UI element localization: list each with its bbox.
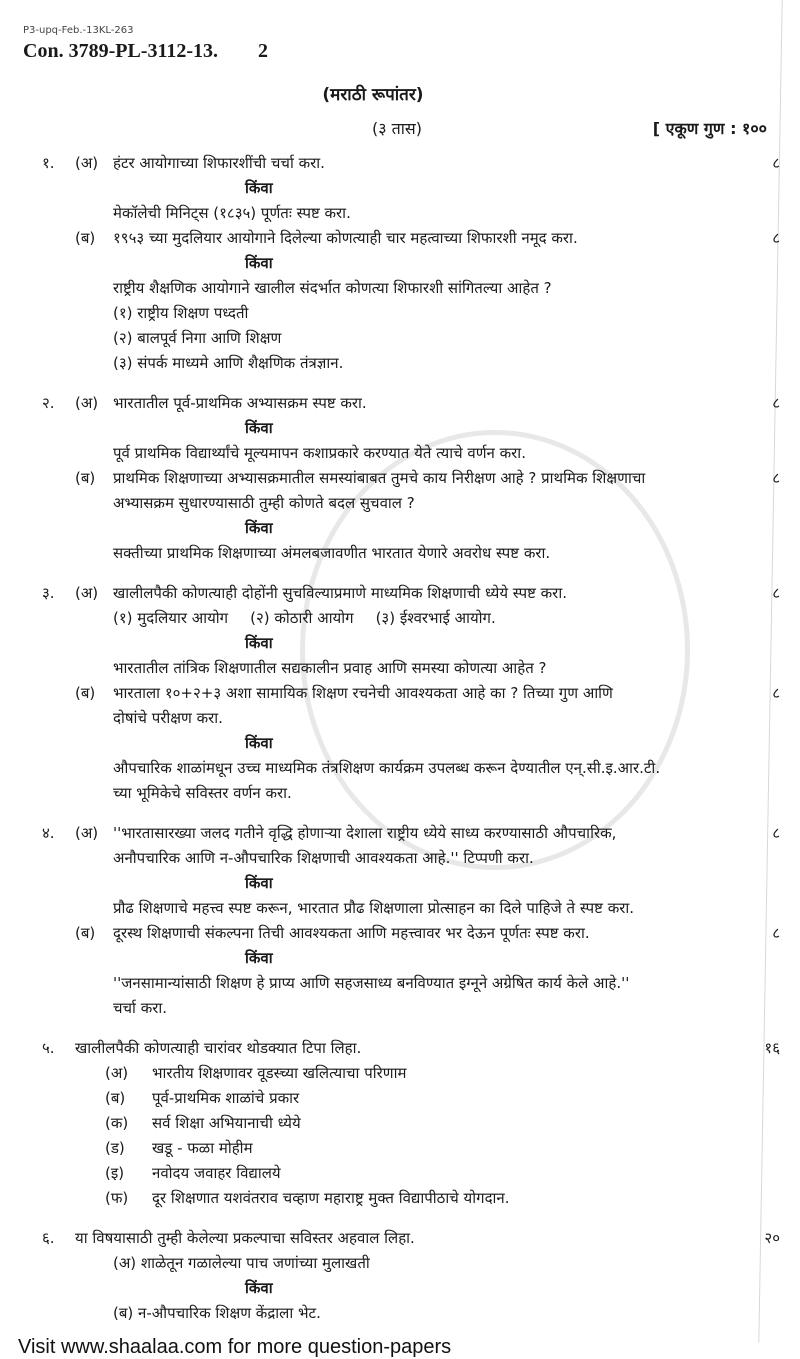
marks: ८: [772, 469, 780, 487]
subquestion-label: (अ): [75, 584, 99, 602]
list-item-label: (क): [105, 1114, 129, 1132]
list-item-label: (इ): [105, 1164, 125, 1182]
or-label: किंवा: [245, 634, 273, 652]
list-item-label: (अ): [105, 1064, 129, 1082]
document-title: (मराठी रूपांतर): [322, 85, 424, 105]
question-text: १९५३ च्या मुदलियार आयोगाने दिलेल्या कोणत्याही चार महत्वाच्या शिफारशी नमूद करा.: [113, 229, 578, 247]
question-text: ''भारतासारख्या जलद गतीने वृद्धि होणाऱ्या देशाला राष्ट्रीय ध्येये साध्य करण्यासाठी औपचारिक,: [113, 824, 617, 842]
subquestion-label: (ब): [75, 469, 96, 487]
question-number: ६.: [42, 1229, 55, 1247]
duration: (३ तास): [372, 119, 422, 138]
list-item: (३) संपर्क माध्यमे आणि शैक्षणिक तंत्रज्ञान.: [113, 354, 344, 372]
questions: [42, 153, 782, 1328]
list-item: दूर शिक्षणात यशवंतराव चव्हाण महाराष्ट्र मुक्त विद्यापीठाचे योगदान.: [152, 1189, 510, 1207]
question-text: हंटर आयोगाच्या शिफारशींची चर्चा करा.: [113, 154, 325, 172]
list-item-label: (फ): [105, 1189, 129, 1207]
marks: ८: [772, 394, 780, 412]
question-text: पूर्व प्राथमिक विद्यार्थ्यांचे मूल्यमापन कशाप्रकारे करण्यात येते त्याचे वर्णन करा.: [113, 444, 526, 462]
list-item: (अ) शाळेतून गळालेल्या पाच जणांच्या मुलाखती: [113, 1254, 370, 1272]
question-number: २.: [42, 394, 55, 412]
question-number: १.: [42, 154, 55, 172]
question-text: औपचारिक शाळांमधून उच्च माध्यमिक तंत्रशिक्षण कार्यक्रम उपलब्ध करून देण्यातील एन्.सी.इ.आर.टी.: [113, 759, 661, 777]
marks: ८: [772, 229, 780, 247]
list-item: नवोदय जवाहर विद्यालये: [152, 1164, 281, 1182]
question-text: भारताला १०+२+३ अशा सामायिक शिक्षण रचनेची आवश्यकता आहे का ? तिच्या गुण आणि: [113, 684, 613, 702]
question-text: दोषांचे परीक्षण करा.: [113, 709, 223, 727]
list-item: (३) ईश्वरभाई आयोग.: [375, 609, 496, 627]
list-item: (२) कोठारी आयोग: [250, 609, 354, 627]
list-item: भारतीय शिक्षणावर वूडस्च्या खलित्याचा परिणाम: [152, 1064, 407, 1082]
or-label: किंवा: [245, 1279, 273, 1297]
question-number: ३.: [42, 584, 55, 602]
list-item: (ब) न-औपचारिक शिक्षण केंद्राला भेट.: [113, 1304, 321, 1322]
or-label: किंवा: [245, 949, 273, 967]
question-text: या विषयासाठी तुम्ही केलेल्या प्रकल्पाचा सविस्तर अहवाल लिहा.: [75, 1229, 415, 1247]
list-item: पूर्व-प्राथमिक शाळांचे प्रकार: [152, 1089, 300, 1107]
or-label: किंवा: [245, 179, 273, 197]
question-text: अभ्यासक्रम सुधारण्यासाठी तुम्ही कोणते बदल सुचवाल ?: [113, 494, 415, 512]
list-item: (१) राष्ट्रीय शिक्षण पध्दती: [113, 304, 249, 322]
subquestion-label: (अ): [75, 394, 99, 412]
or-label: किंवा: [245, 874, 273, 892]
question-text: भारतातील पूर्व-प्राथमिक अभ्यासक्रम स्पष्ट करा.: [113, 394, 367, 412]
question-text: मेकॉलेची मिनिट्स (१८३५) पूर्णतः स्पष्ट करा.: [113, 204, 351, 222]
or-label: किंवा: [245, 519, 273, 537]
duration-row: [23, 118, 767, 140]
con-row: [23, 38, 783, 64]
marks: १६: [764, 1039, 780, 1057]
question-text: ''जनसामान्यांसाठी शिक्षण हे प्राप्य आणि सहजसाध्य बनविण्यात इग्नूने अग्रेषित कार्य केले आहे.'': [113, 974, 630, 992]
list-item-label: (ब): [105, 1089, 126, 1107]
or-label: किंवा: [245, 254, 273, 272]
subquestion-label: (ब): [75, 924, 96, 942]
question-text: च्या भूमिकेचे सविस्तर वर्णन करा.: [113, 784, 292, 802]
question-text: सक्तीच्या प्राथमिक शिक्षणाच्या अंमलबजावणीत भारतात येणारे अवरोध स्पष्ट करा.: [113, 544, 551, 562]
marks: ८: [772, 154, 780, 172]
marks: ८: [772, 584, 780, 602]
question-text: प्रौढ शिक्षणाचे महत्त्व स्पष्ट करून, भारतात प्रौढ शिक्षणाला प्रोत्साहन का दिले पाहिजे ते स्पष्ट करा.: [113, 899, 635, 917]
list-item: (२) बालपूर्व निगा आणि शिक्षण: [113, 329, 282, 347]
question-text: खालीलपैकी कोणत्याही चारांवर थोडक्यात टिपा लिहा.: [75, 1039, 362, 1057]
subquestion-label: (अ): [75, 154, 99, 172]
commission-list: [113, 608, 745, 628]
marks: ८: [772, 924, 780, 942]
subquestion-label: (ब): [75, 684, 96, 702]
question-number: ५.: [42, 1039, 55, 1057]
marks: ८: [772, 684, 780, 702]
marks: २०: [764, 1229, 780, 1247]
list-item: सर्व शिक्षा अभियानाची ध्येये: [152, 1114, 301, 1132]
page-number: 2: [258, 40, 268, 62]
question-text: भारतातील तांत्रिक शिक्षणातील सद्यकालीन प्रवाह आणि समस्या कोणत्या आहेत ?: [113, 659, 547, 677]
list-item-label: (ड): [105, 1139, 125, 1157]
question-text: अनौपचारिक आणि न-औपचारिक शिक्षणाची आवश्यकता आहे.'' टिप्पणी करा.: [113, 849, 534, 867]
paper-code: P3-upq-Feb.-13KL-263: [23, 25, 134, 36]
total-marks: [ एकूण गुण : १००: [652, 119, 767, 138]
subquestion-label: (ब): [75, 229, 96, 247]
footer-link[interactable]: Visit www.shaalaa.com for more question-papers: [18, 1336, 452, 1358]
or-label: किंवा: [245, 419, 273, 437]
or-label: किंवा: [245, 734, 273, 752]
question-text: प्राथमिक शिक्षणाच्या अभ्यासक्रमातील समस्यांबाबत तुमचे काय निरीक्षण आहे ? प्राथमिक शिक्षणाचा: [113, 469, 646, 487]
subquestion-label: (अ): [75, 824, 99, 842]
con-number: Con. 3789-PL-3112-13.: [23, 40, 218, 62]
list-item: खडू - फळा मोहीम: [152, 1139, 253, 1157]
question-text: दूरस्थ शिक्षणाची संकल्पना तिची आवश्यकता आणि महत्त्वावर भर देऊन पूर्णतः स्पष्ट करा.: [113, 924, 590, 942]
list-item: (१) मुदलियार आयोग: [113, 609, 229, 627]
question-text: राष्ट्रीय शैक्षणिक आयोगाने खालील संदर्भात कोणत्या शिफारशी सांगितल्या आहेत ?: [113, 279, 552, 297]
question-text: खालीलपैकी कोणत्याही दोहोंनी सुचविल्याप्रमाणे माध्यमिक शिक्षणाची ध्येये स्पष्ट करा.: [113, 584, 567, 602]
question-text: चर्चा करा.: [113, 999, 168, 1017]
marks: ८: [772, 824, 780, 842]
header: [23, 24, 783, 140]
question-number: ४.: [42, 824, 55, 842]
